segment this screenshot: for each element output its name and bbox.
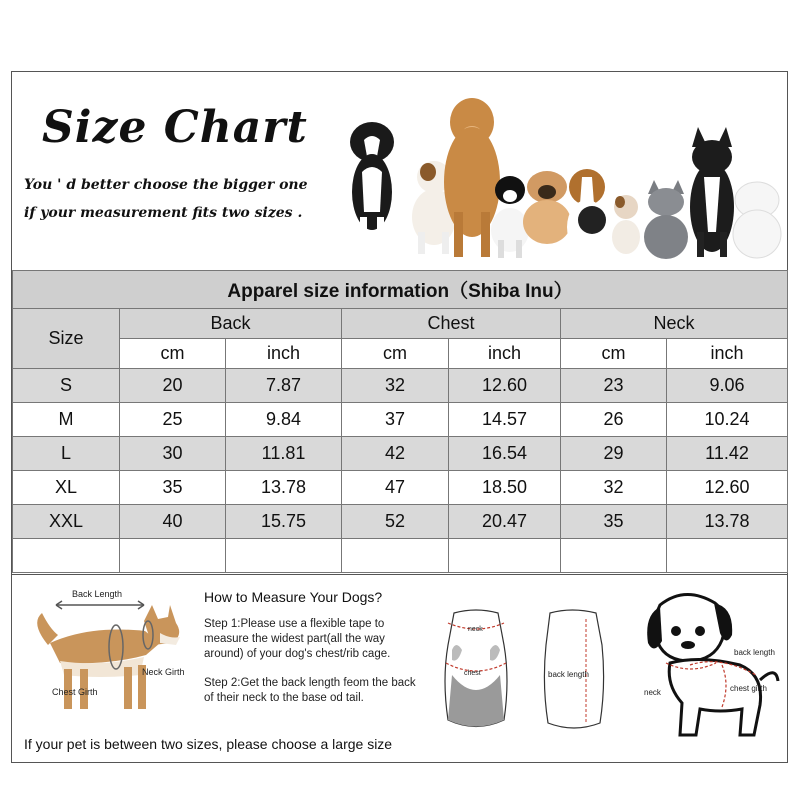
measure-title: How to Measure Your Dogs?	[204, 589, 383, 605]
measure-step-2: Step 2:Get the back length feom the back of their neck to the base od tail.	[204, 677, 416, 704]
value-cell: 15.75	[226, 505, 342, 539]
value-cell: 35	[120, 471, 226, 505]
value-cell: 35	[561, 505, 667, 539]
value-cell: 13.78	[667, 505, 788, 539]
puppy-outline-diagram	[630, 585, 785, 745]
unit-header: inch	[449, 339, 561, 369]
value-cell: 25	[120, 403, 226, 437]
subtitle-line-1: You ' d better choose the bigger one	[24, 177, 308, 193]
header-banner	[12, 72, 787, 270]
size-cell: L	[13, 437, 120, 471]
neck-group-header: Neck	[561, 309, 788, 339]
chest-group-header: Chest	[342, 309, 561, 339]
value-cell: 42	[342, 437, 449, 471]
value-cell: 12.60	[449, 369, 561, 403]
value-cell: 9.84	[226, 403, 342, 437]
value-cell: 23	[561, 369, 667, 403]
pets-group-illustration	[342, 82, 782, 262]
vest-chest-label: chest	[464, 670, 481, 677]
pekingese-image	[523, 171, 571, 244]
shiba-dog-diagram	[20, 583, 200, 723]
white-cat-image	[733, 182, 781, 258]
value-cell: 9.06	[667, 369, 788, 403]
size-cell: M	[13, 403, 120, 437]
value-cell: 13.78	[226, 471, 342, 505]
back-group-header: Back	[120, 309, 342, 339]
unit-header: cm	[342, 339, 449, 369]
dog-back-length-label: Back Length	[72, 589, 123, 599]
table-row	[13, 437, 788, 471]
measure-step-1: Step 1:Please use a flexible tape to measure the widest part(all the way around) of your dog's chest/rib cage.	[204, 618, 391, 660]
unit-header: cm	[561, 339, 667, 369]
size-cell: XXL	[13, 505, 120, 539]
puppy-chest-girth-label: chest girth	[730, 684, 767, 693]
value-cell: 30	[120, 437, 226, 471]
size-cell: XL	[13, 471, 120, 505]
value-cell: 14.57	[449, 403, 561, 437]
size-table-section	[12, 270, 787, 574]
value-cell: 52	[342, 505, 449, 539]
small-puppy-image	[612, 195, 640, 254]
unit-header: cm	[120, 339, 226, 369]
page-title: Size Chart	[42, 102, 308, 153]
puppy-back-length-label: back length	[734, 648, 775, 657]
grey-cat-image	[644, 180, 688, 259]
value-cell: 29	[561, 437, 667, 471]
value-cell: 40	[120, 505, 226, 539]
table-caption: Apparel size information（Shiba Inu）	[13, 271, 788, 309]
value-cell: 12.60	[667, 471, 788, 505]
size-advice-note: If your pet is between two sizes, please choose a large size	[24, 736, 393, 752]
size-chart-card	[11, 71, 788, 763]
value-cell: 37	[342, 403, 449, 437]
value-cell: 47	[342, 471, 449, 505]
value-cell: 16.54	[449, 437, 561, 471]
vest-neck-label: neck	[468, 626, 483, 633]
value-cell: 7.87	[226, 369, 342, 403]
value-cell: 11.42	[667, 437, 788, 471]
size-column-header: Size	[13, 309, 120, 369]
value-cell: 32	[561, 471, 667, 505]
table-row	[13, 369, 788, 403]
table-row-empty	[13, 539, 788, 573]
value-cell: 32	[342, 369, 449, 403]
value-cell: 18.50	[449, 471, 561, 505]
subtitle-line-2: if your measurement fits two sizes .	[24, 205, 303, 221]
vest-back-length-label: back length	[548, 670, 589, 679]
table-row	[13, 471, 788, 505]
table-row	[13, 505, 788, 539]
puppy-neck-label: neck	[644, 688, 661, 697]
vest-diagram	[434, 605, 624, 740]
value-cell: 20	[120, 369, 226, 403]
beagle-image	[567, 169, 607, 258]
french-bulldog-image	[690, 127, 734, 257]
border-collie-image	[350, 122, 394, 242]
dog-chest-girth-label: Chest Girth	[52, 687, 98, 697]
value-cell: 11.81	[226, 437, 342, 471]
unit-header: inch	[667, 339, 788, 369]
value-cell: 10.24	[667, 403, 788, 437]
dog-neck-girth-label: Neck Girth	[142, 667, 185, 677]
unit-header: inch	[226, 339, 342, 369]
table-row	[13, 403, 788, 437]
size-table	[12, 270, 788, 573]
value-cell: 26	[561, 403, 667, 437]
chihuahua-image	[491, 176, 529, 258]
value-cell: 20.47	[449, 505, 561, 539]
size-cell: S	[13, 369, 120, 403]
measure-section	[12, 574, 787, 763]
